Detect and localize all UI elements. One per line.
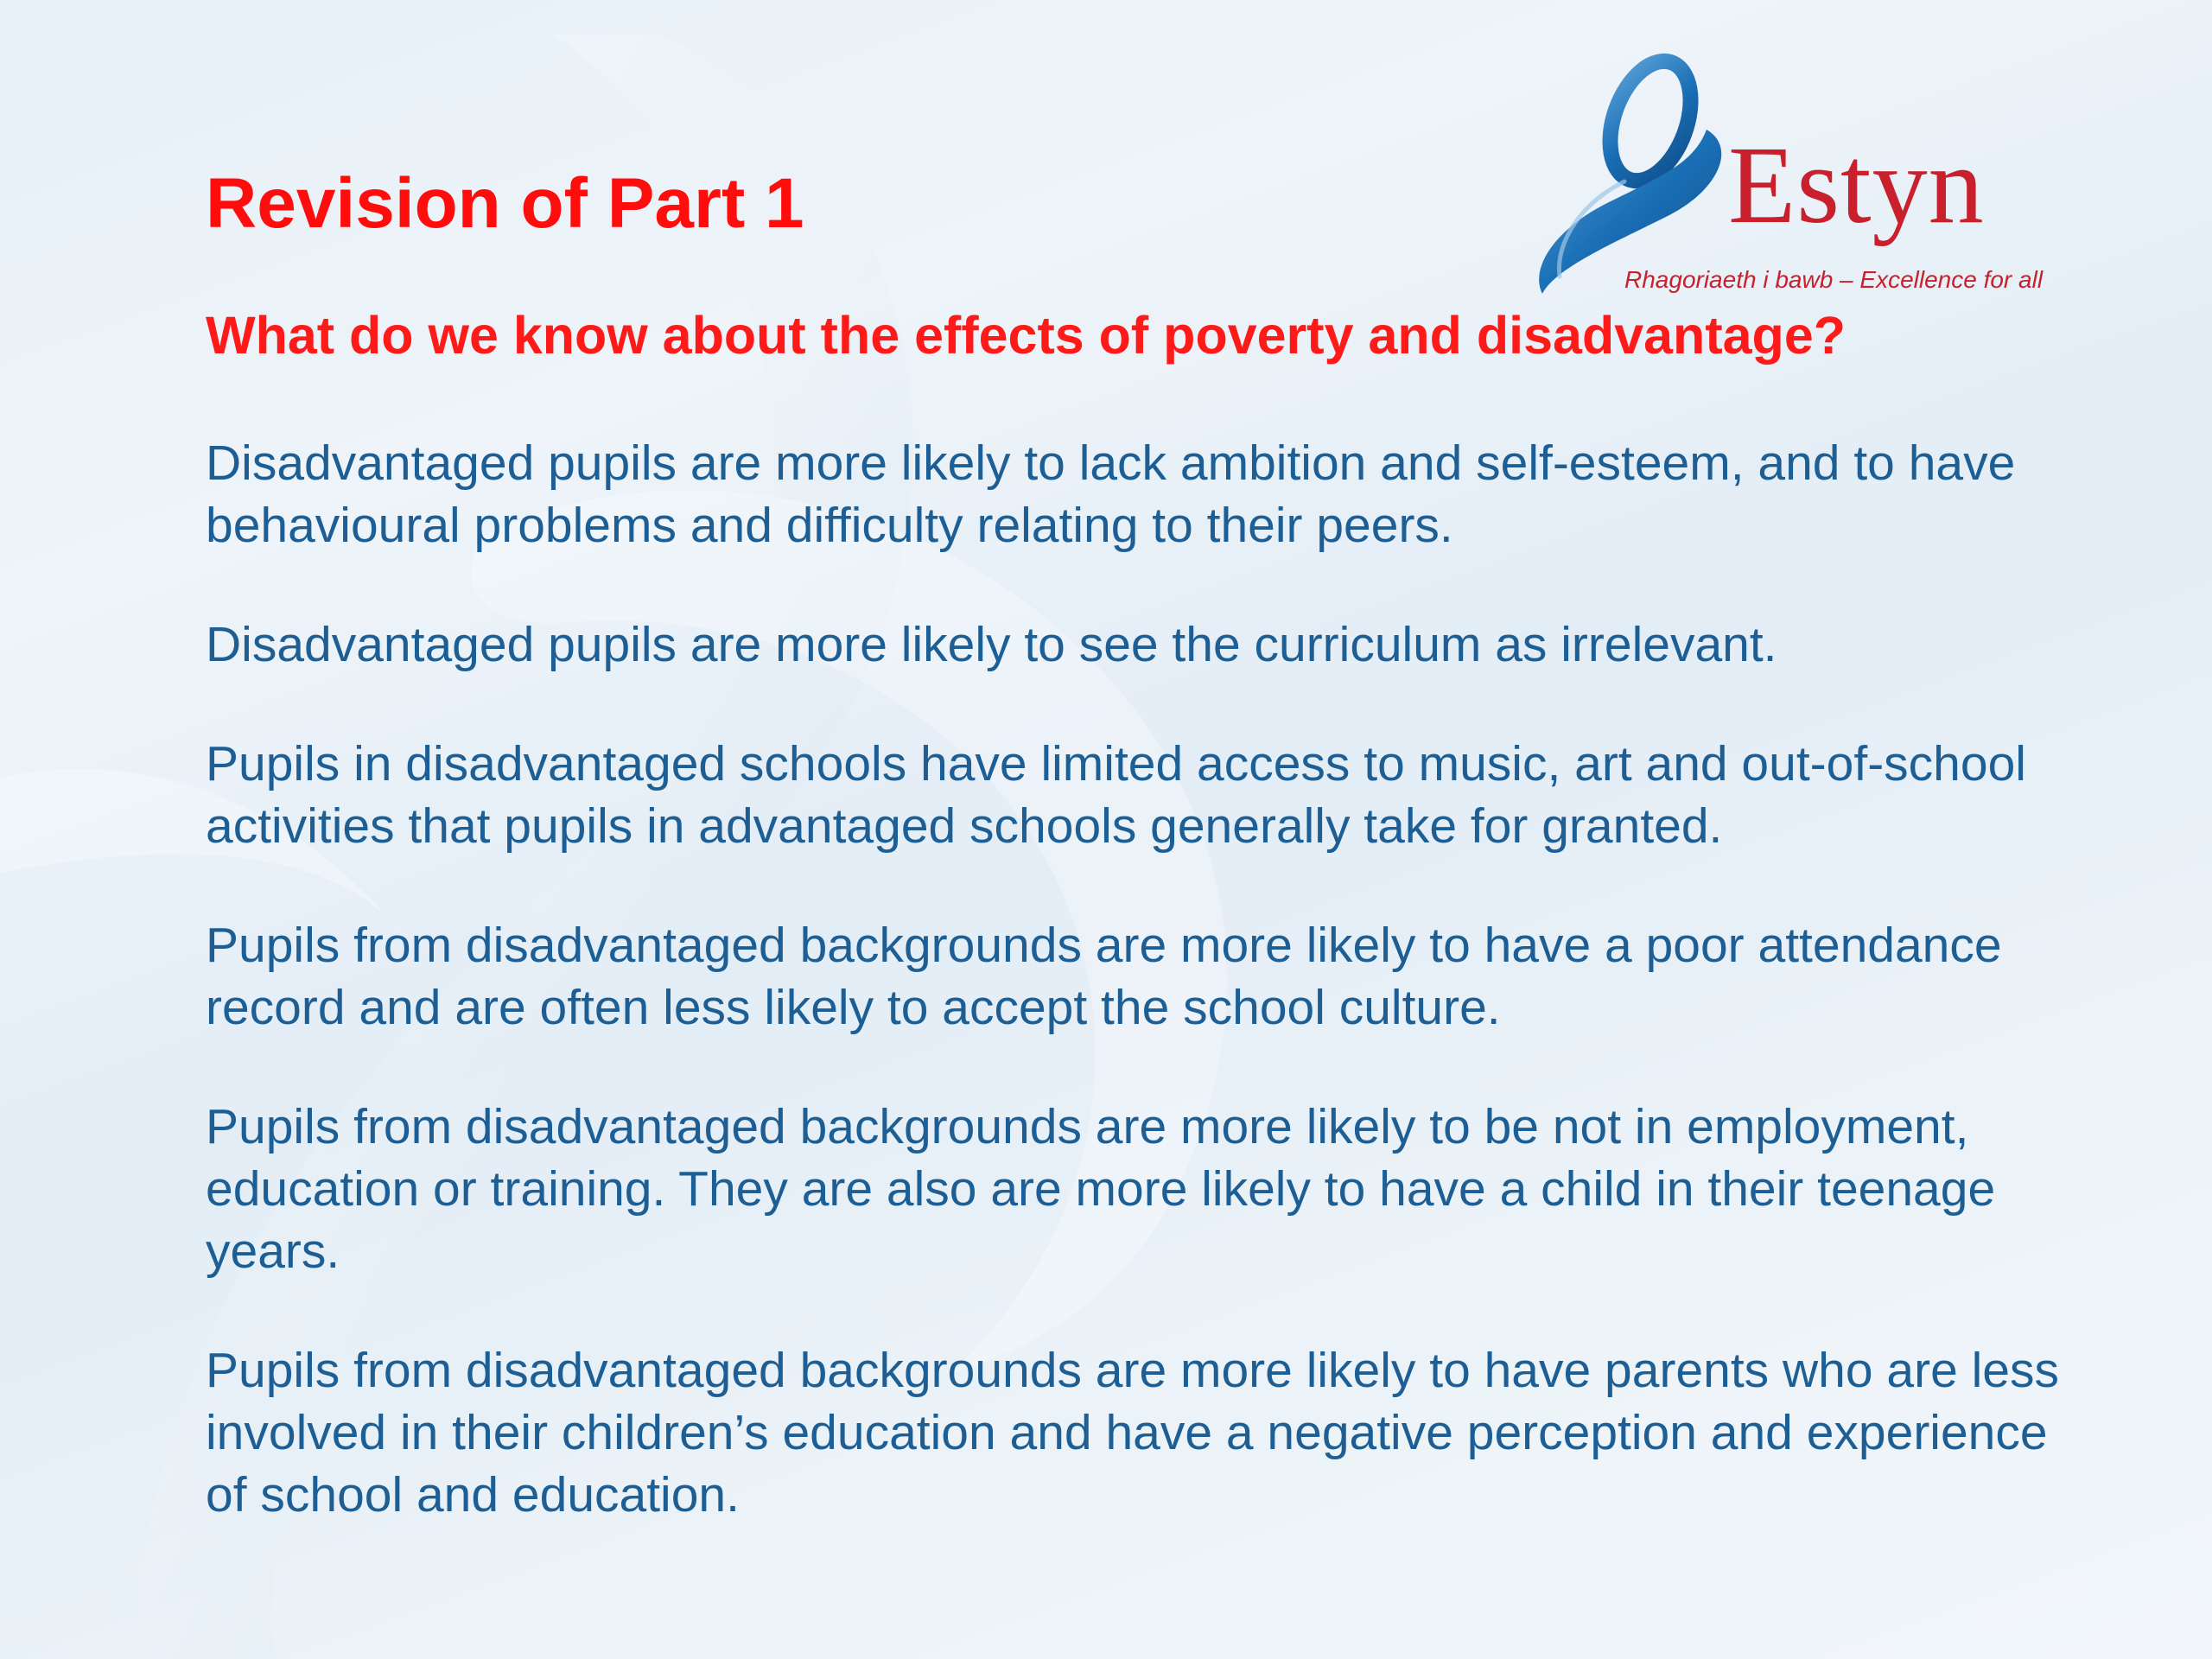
- slide-title: Revision of Part 1: [206, 164, 804, 243]
- logo-tagline: Rhagoriaeth i bawb – Excellence for all: [1624, 266, 2044, 293]
- point-item: Disadvantaged pupils are more likely to lack ambition and self-esteem, and to have behavioural problems and difficulty relating to their peers.: [206, 435, 2016, 553]
- point-item: Pupils from disadvantaged backgrounds are more likely to have a poor attendance record and are often less likely to accept the school culture.: [206, 918, 2002, 1035]
- point-item: Pupils in disadvantaged schools have limited access to music, art and out-of-school activities that pupils in advantaged schools generally take for granted.: [206, 736, 2026, 854]
- point-item: Disadvantaged pupils are more likely to see the curriculum as irrelevant.: [206, 617, 1777, 672]
- key-points-list: [206, 432, 2072, 1583]
- logo-name: Estyn: [1728, 124, 1985, 246]
- estyn-logo: [1521, 52, 2074, 311]
- slide-subtitle: What do we know about the effects of poverty and disadvantage?: [206, 306, 1846, 365]
- point-item: Pupils from disadvantaged backgrounds are more likely to be not in employment, education or training. They are also are more likely to have a child in their teenage years.: [206, 1099, 1996, 1279]
- estyn-swirl-icon: [1521, 52, 1745, 302]
- point-item: Pupils from disadvantaged backgrounds are more likely to have parents who are less involved in their children’s education and have a negative perception and experience of school and education.: [206, 1343, 2059, 1522]
